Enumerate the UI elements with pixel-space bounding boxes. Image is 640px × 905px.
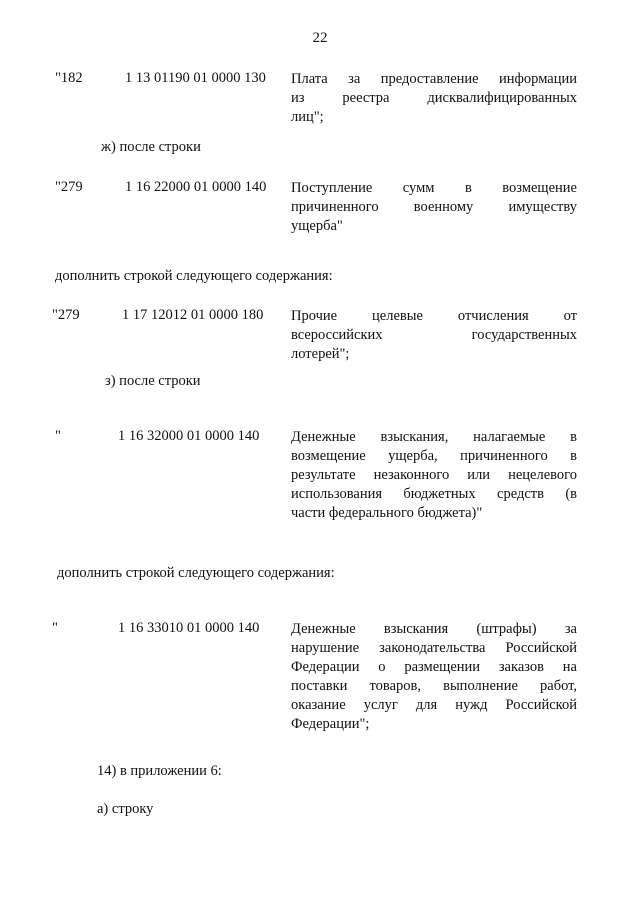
entry-description — [291, 307, 577, 364]
description-line: оказание услуг для нужд Российской — [291, 697, 577, 713]
paragraph-item-14: 14) в приложении 6: — [97, 763, 222, 779]
description-line: возмещение ущерба, причиненного в — [291, 448, 577, 464]
entry-description — [291, 620, 577, 734]
description-line: ущерба" — [291, 218, 343, 234]
description-line: результате незаконного или нецелевого — [291, 467, 577, 483]
description-line: причиненного военному имуществу — [291, 199, 577, 215]
paragraph-a-row: а) строку — [97, 801, 154, 817]
entry-code-prefix: "279 — [55, 179, 83, 195]
description-line: из реестра дисквалифицированных — [291, 90, 577, 106]
page-number: 22 — [312, 30, 328, 46]
description-line: Поступление сумм в возмещение — [291, 180, 577, 196]
description-line: Федерации"; — [291, 716, 370, 732]
entry-description — [291, 179, 577, 236]
description-line: всероссийских государственных — [291, 327, 577, 343]
entry-code-prefix: "279 — [52, 307, 80, 323]
budget-classification-code: 1 16 33010 01 0000 140 — [118, 620, 260, 636]
paragraph-z-after-row: з) после строки — [105, 373, 201, 389]
description-line: лотерей"; — [291, 346, 350, 362]
description-line: Плата за предоставление информации — [291, 71, 577, 87]
entry-code-prefix: " — [52, 620, 58, 636]
description-line: лиц"; — [291, 109, 324, 125]
budget-classification-code: 1 13 01190 01 0000 130 — [125, 70, 266, 86]
paragraph-zh-after-row: ж) после строки — [101, 139, 201, 155]
description-line: Денежные взыскания, налагаемые в — [291, 429, 577, 445]
description-line: Денежные взыскания (штрафы) за — [291, 621, 577, 637]
description-line: поставки товаров, выполнение работ, — [291, 678, 577, 694]
description-line: Прочие целевые отчисления от — [291, 308, 577, 324]
paragraph-supplement: дополнить строкой следующего содержания: — [55, 268, 333, 284]
description-line: нарушение законодательства Российской — [291, 640, 577, 656]
entry-description — [291, 70, 577, 127]
budget-classification-code: 1 17 12012 01 0000 180 — [122, 307, 264, 323]
description-line: использования бюджетных средств (в — [291, 486, 577, 502]
entry-description — [291, 428, 577, 523]
entry-code-prefix: "182 — [55, 70, 83, 86]
budget-classification-code: 1 16 22000 01 0000 140 — [125, 179, 267, 195]
entry-code-prefix: " — [55, 428, 61, 444]
paragraph-supplement: дополнить строкой следующего содержания: — [57, 565, 335, 581]
description-line: части федерального бюджета)" — [291, 505, 483, 521]
description-line: Федерации о размещении заказов на — [291, 659, 577, 675]
budget-classification-code: 1 16 32000 01 0000 140 — [118, 428, 260, 444]
